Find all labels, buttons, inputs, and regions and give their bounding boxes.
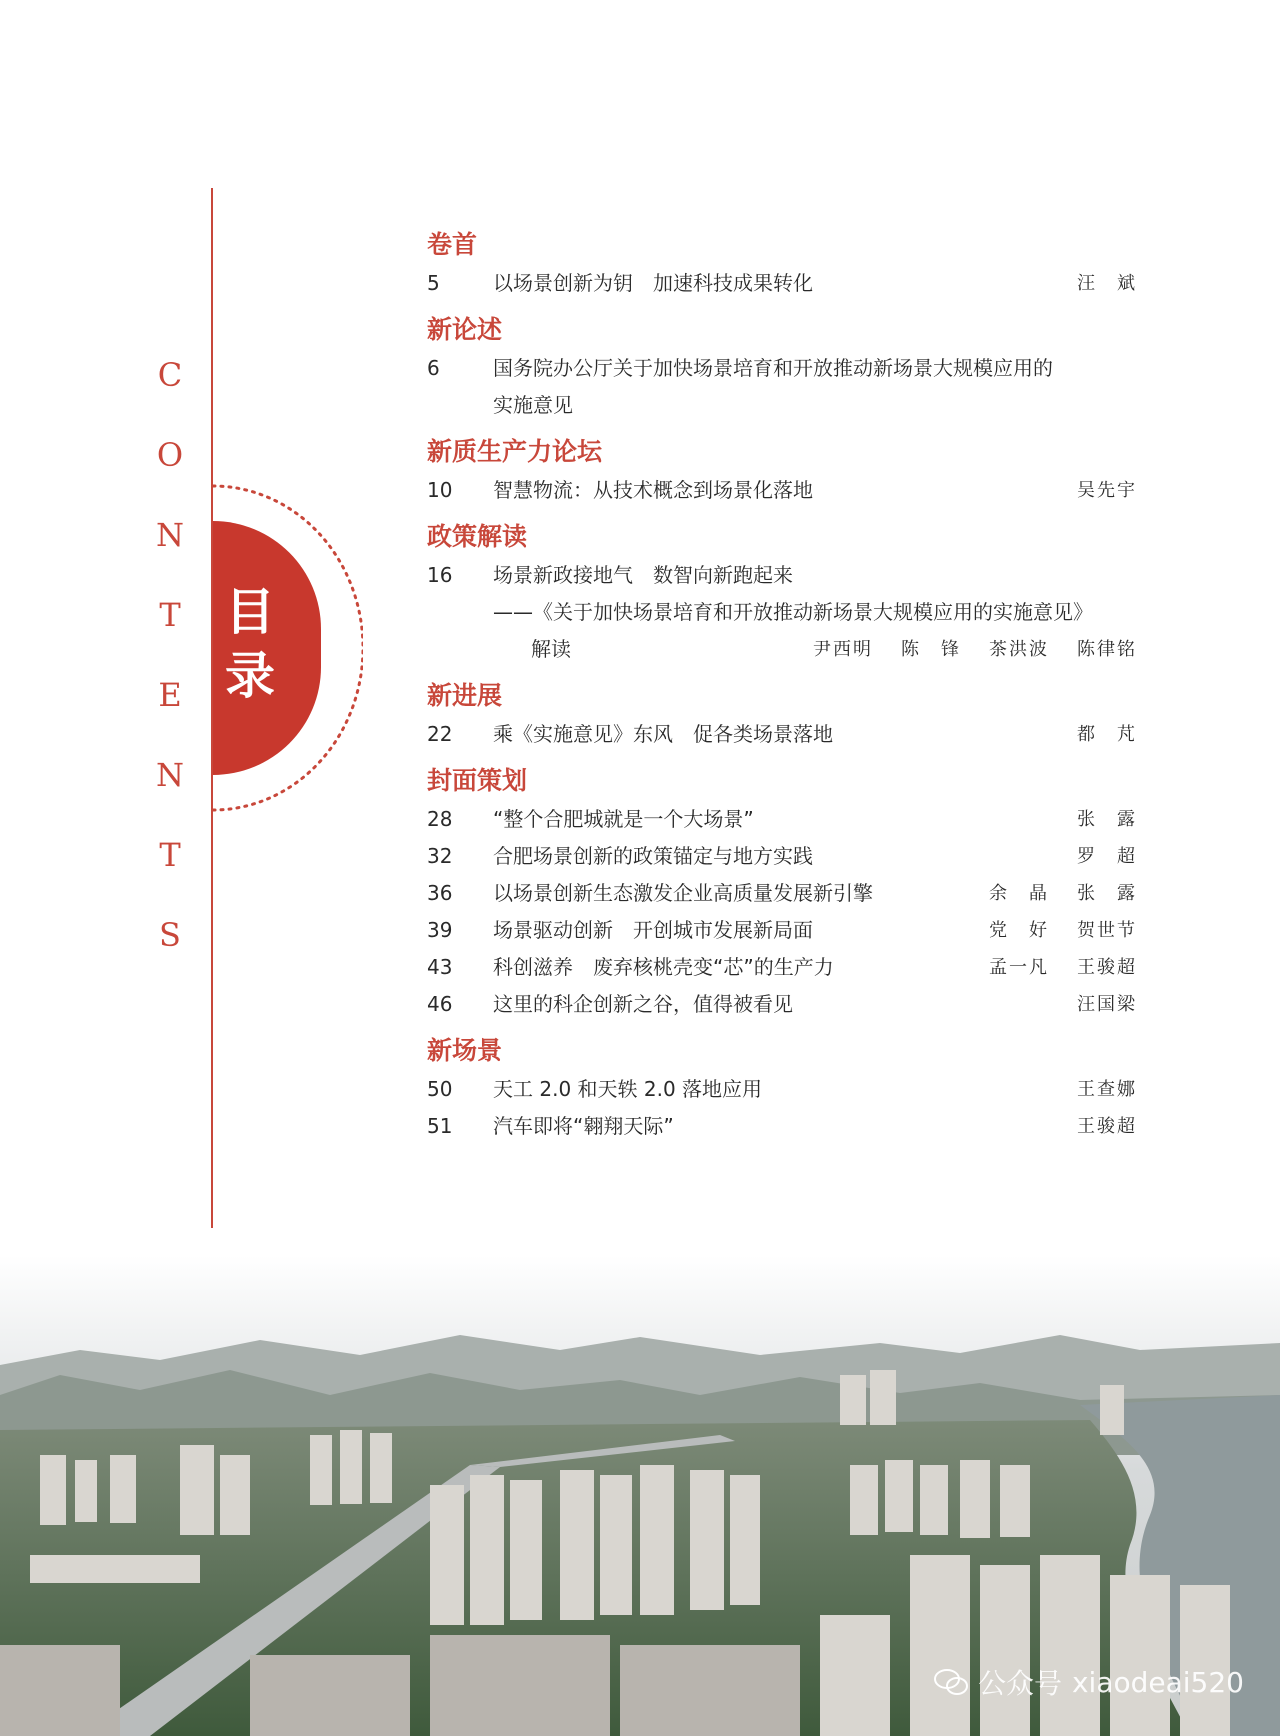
author: 陈律铭 xyxy=(1077,639,1137,660)
author: 陈 锋 xyxy=(901,639,961,660)
contents-letter: N xyxy=(156,756,184,794)
article-title: 场景新政接地气 数智向新跑起来 xyxy=(493,563,793,587)
author: 孟一凡 xyxy=(989,957,1049,978)
toc-entry[interactable] xyxy=(427,986,1137,1023)
author: 汪 斌 xyxy=(1077,273,1137,294)
watermark xyxy=(934,1662,1244,1702)
contents-letter: N xyxy=(156,516,184,554)
author: 王查娜 xyxy=(1077,1079,1137,1100)
author: 余 晶 xyxy=(989,883,1049,904)
toc-entry[interactable] xyxy=(427,801,1137,838)
contents-letter: C xyxy=(157,356,183,394)
section-title: 政策解读 xyxy=(427,522,528,551)
toc-entry[interactable] xyxy=(427,949,1137,986)
article-title: 国务院办公厅关于加快场景培育和开放推动新场景大规模应用的 xyxy=(493,356,1053,380)
contents-badge-text xyxy=(220,580,280,708)
section-xinzhi xyxy=(427,432,1137,509)
section-juanshou xyxy=(427,225,1137,302)
article-title: 科创滋养 废弃核桃壳变“芯”的生产力 xyxy=(493,955,834,979)
toc-entry[interactable] xyxy=(427,875,1137,912)
page-number: 16 xyxy=(427,563,453,587)
authors xyxy=(989,875,1137,912)
subtitle-line-2 xyxy=(427,631,1137,668)
toc-entry[interactable] xyxy=(427,1108,1137,1145)
table-of-contents xyxy=(427,225,1137,1153)
city-aerial-photo xyxy=(0,1255,1280,1736)
toc-entry[interactable] xyxy=(427,1071,1137,1108)
page-number: 43 xyxy=(427,955,453,979)
page-number: 36 xyxy=(427,881,453,905)
badge-char: 目 xyxy=(225,583,275,641)
authors xyxy=(1077,472,1137,509)
page-number: 46 xyxy=(427,992,453,1016)
page-number: 39 xyxy=(427,918,453,942)
authors xyxy=(989,912,1137,949)
toc-entry[interactable] xyxy=(427,350,1137,387)
article-title: 场景驱动创新 开创城市发展新局面 xyxy=(493,918,813,942)
article-title: 汽车即将“翱翔天际” xyxy=(493,1114,674,1138)
article-title: 以场景创新为钥 加速科技成果转化 xyxy=(493,271,813,295)
authors xyxy=(1077,1108,1137,1145)
contents-letter: T xyxy=(159,596,181,634)
author: 王骏超 xyxy=(1077,957,1137,978)
section-title: 封面策划 xyxy=(427,766,528,795)
contents-letter: O xyxy=(156,436,184,474)
author: 汪国梁 xyxy=(1077,994,1137,1015)
author: 张 露 xyxy=(1077,883,1137,904)
section-title: 卷首 xyxy=(427,230,478,259)
toc-entry[interactable] xyxy=(427,265,1137,302)
page-number: 6 xyxy=(427,356,440,380)
section-xinchangjing xyxy=(427,1031,1137,1145)
contents-letter: S xyxy=(159,916,181,954)
section-title: 新质生产力论坛 xyxy=(427,437,603,466)
author: 罗 超 xyxy=(1077,846,1137,867)
toc-entry[interactable] xyxy=(427,472,1137,509)
article-title: “整个合肥城就是一个大场景” xyxy=(493,807,754,831)
watermark-brand: 公众号 xyxy=(977,1667,1062,1700)
toc-entry[interactable] xyxy=(427,838,1137,875)
page-number: 10 xyxy=(427,478,453,502)
authors xyxy=(1077,986,1137,1023)
authors xyxy=(813,631,1137,668)
authors xyxy=(989,949,1137,986)
page-number: 28 xyxy=(427,807,453,831)
authors xyxy=(1077,801,1137,838)
section-title: 新场景 xyxy=(427,1036,503,1065)
toc-entry[interactable] xyxy=(427,912,1137,949)
author: 党 好 xyxy=(989,920,1049,941)
section-title: 新论述 xyxy=(427,315,503,344)
author: 都 芃 xyxy=(1077,724,1137,745)
badge-char: 录 xyxy=(225,647,275,705)
author: 张 露 xyxy=(1077,809,1137,830)
wechat-icon xyxy=(934,1668,968,1696)
section-title: 新进展 xyxy=(427,681,503,710)
article-title: 天工 2.0 和天轶 2.0 落地应用 xyxy=(493,1077,763,1101)
authors xyxy=(1077,838,1137,875)
article-title-cont: 实施意见 xyxy=(493,393,573,417)
author: 贺世节 xyxy=(1077,920,1137,941)
title-continuation xyxy=(427,387,1137,424)
page-number: 51 xyxy=(427,1114,453,1138)
author: 茶洪波 xyxy=(989,639,1049,660)
watermark-handle: xiaodeai520 xyxy=(1071,1665,1244,1699)
author: 吴先宇 xyxy=(1077,480,1137,501)
authors xyxy=(1077,1071,1137,1108)
article-title: 乘《实施意见》东风 促各类场景落地 xyxy=(493,722,833,746)
section-xinjinzhan xyxy=(427,676,1137,753)
page-number: 5 xyxy=(427,271,440,295)
page-number: 32 xyxy=(427,844,453,868)
contents-letter: E xyxy=(158,676,182,714)
toc-entry[interactable] xyxy=(427,557,1137,594)
contents-vertical-text xyxy=(150,355,190,995)
authors xyxy=(1077,716,1137,753)
article-title: 智慧物流：从技术概念到场景化落地 xyxy=(493,478,813,502)
contents-letter: T xyxy=(159,836,181,874)
section-zhengce xyxy=(427,517,1137,668)
article-title: 合肥场景创新的政策锚定与地方实践 xyxy=(493,844,813,868)
section-xinlunshu xyxy=(427,310,1137,424)
article-title: 以场景创新生态激发企业高质量发展新引擎 xyxy=(493,881,873,905)
article-subtitle-end: 解读 xyxy=(531,637,571,661)
subtitle-line xyxy=(427,594,1137,631)
author: 王骏超 xyxy=(1077,1116,1137,1137)
section-fengmian xyxy=(427,761,1137,1023)
authors xyxy=(1077,265,1137,302)
article-subtitle: ——《关于加快场景培育和开放推动新场景大规模应用的实施意见》 xyxy=(493,600,1093,624)
article-title: 这里的科企创新之谷，值得被看见 xyxy=(493,992,793,1016)
page-number: 22 xyxy=(427,722,453,746)
author: 尹西明 xyxy=(813,639,873,660)
toc-entry[interactable] xyxy=(427,716,1137,753)
page-number: 50 xyxy=(427,1077,453,1101)
